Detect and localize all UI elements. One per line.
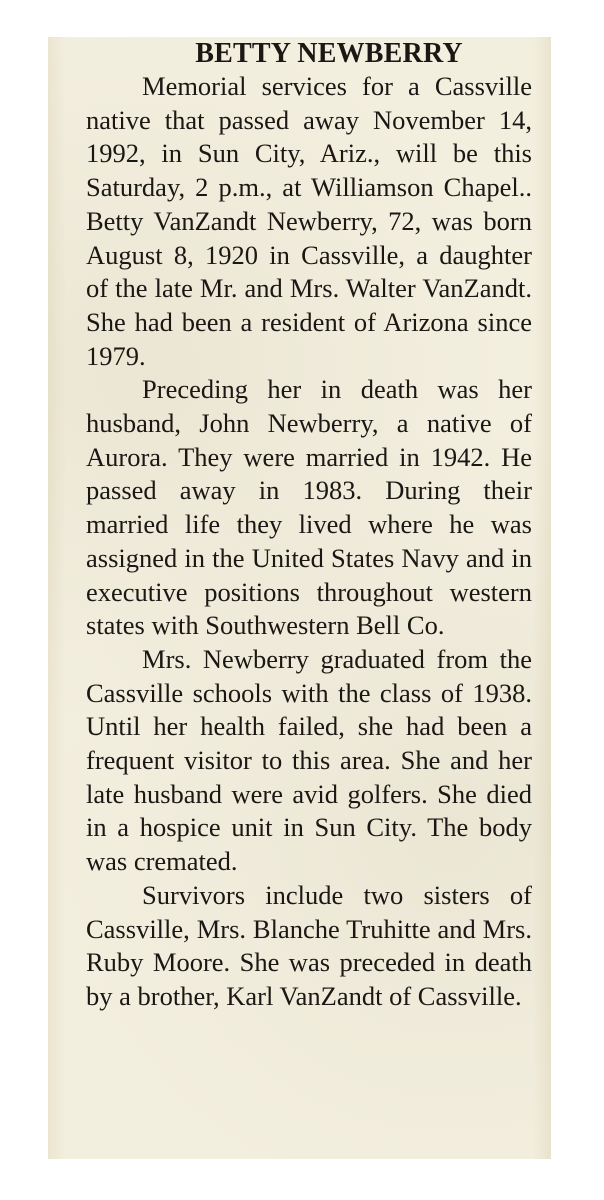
paragraph-survivors: Survivors include two sisters of Cassville, Mrs. Blanche Truhitte and Mrs. Ruby Moore. She was preceded in death by a brother, Karl VanZandt of Cassville.: [86, 879, 532, 1011]
obituary-body: [86, 70, 532, 1014]
paragraph-memorial-services: Memorial services for a Cassville native that passed away November 14, 1992, in Sun City, Ariz., will be this Saturday, 2 p.m., at Williamson Chapel.. Betty VanZandt Newberry, 72, was born August 8, 1920 in Cassville, a daughter of the late Mr. and Mrs. Walter VanZandt. She had been a resident of Arizona since 1979.: [86, 71, 532, 371]
obituary-headline: BETTY NEWBERRY: [195, 38, 463, 69]
paragraph-husband: Preceding her in death was her husband, John Newberry, a native of Aurora. They were married in 1942. He passed away in 1983. During their married life they lived where he was assigned in the United States Navy and in executive positions throughout western states with Southwestern Bell Co.: [86, 374, 532, 641]
paragraph-education: Mrs. Newberry graduated from the Cassville schools with the class of 1938. Until her health failed, she had been a frequent visitor to this area. She and her late husband were avid golfers. She died in a hospice unit in Sun City. The body was cremated.: [86, 643, 532, 877]
newspaper-clipping: [48, 37, 551, 1159]
